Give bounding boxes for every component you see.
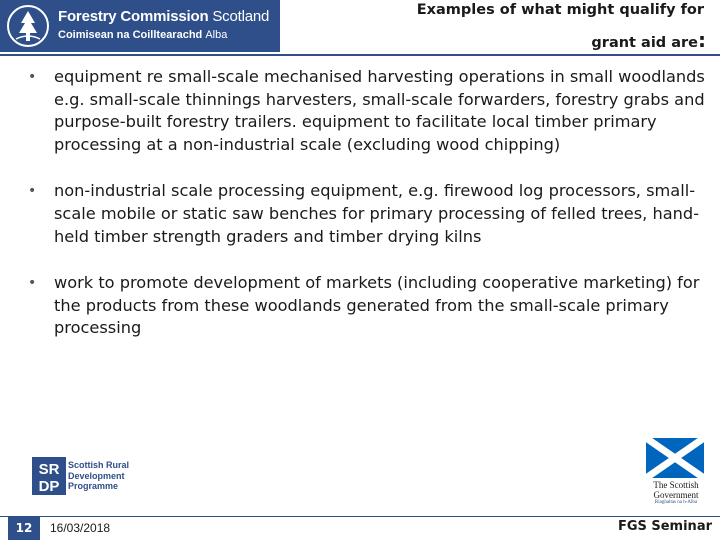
page-number: 12 [8, 517, 40, 540]
bullet-list [28, 66, 708, 340]
bullet-item [28, 180, 708, 248]
gov-line-1: The Scottish [653, 480, 699, 490]
slide-title-line-1: Examples of what might qualify for [416, 2, 704, 18]
org-name-gaelic: Coimisean na Coilltearachd Alba [58, 29, 228, 41]
srdp-line-2: Development [68, 470, 125, 481]
forestry-tree-logo-icon [4, 3, 52, 49]
gov-line-2: Government [653, 490, 699, 500]
header-band [0, 0, 280, 52]
footer-date: 16/03/2018 [50, 521, 111, 535]
header-divider [0, 54, 720, 56]
srdp-letters-top: SR [38, 461, 60, 478]
bullet-marker: • [28, 275, 37, 292]
srdp-line-3: Programme [68, 481, 119, 491]
bullet-text: work to promote development of markets (including cooperative marketing) for the products from these woodlands generated from the small-scale primary processing [54, 273, 700, 338]
slide-title-line-2: grant aid are: [591, 28, 706, 52]
bullet-item [28, 272, 708, 340]
gov-tagline: Riaghaltas na h-Alba [654, 500, 698, 505]
footer-event-name: FGS Seminar [617, 519, 712, 534]
srdp-letters-bottom: DP [38, 478, 60, 495]
srdp-line-1: Scottish Rural [68, 460, 130, 470]
footer-divider [0, 516, 720, 517]
bullet-marker: • [28, 183, 37, 200]
saltire-flag-icon [646, 438, 704, 478]
org-name: Forestry Commission Scotland [58, 8, 270, 25]
bullet-text: non-industrial scale processing equipment, e.g. firewood log processors, small-scale mobile or static saw benches for primary processing of felled trees, hand-held timber strength graders and timber drying kilns [54, 181, 700, 246]
bullet-text: equipment re small-scale mechanised harvesting operations in small woodlands e.g. small-scale thinnings harvesters, small-scale forwarders, forestry grabs and purpose-built forestry trailers. equipment to facilitate local timber primary processing at a non-industrial scale (excluding wood chipping) [54, 67, 705, 154]
bullet-item [28, 66, 708, 156]
bullet-marker: • [28, 69, 37, 85]
scottish-government-logo [644, 480, 708, 506]
srdp-name [68, 460, 129, 492]
